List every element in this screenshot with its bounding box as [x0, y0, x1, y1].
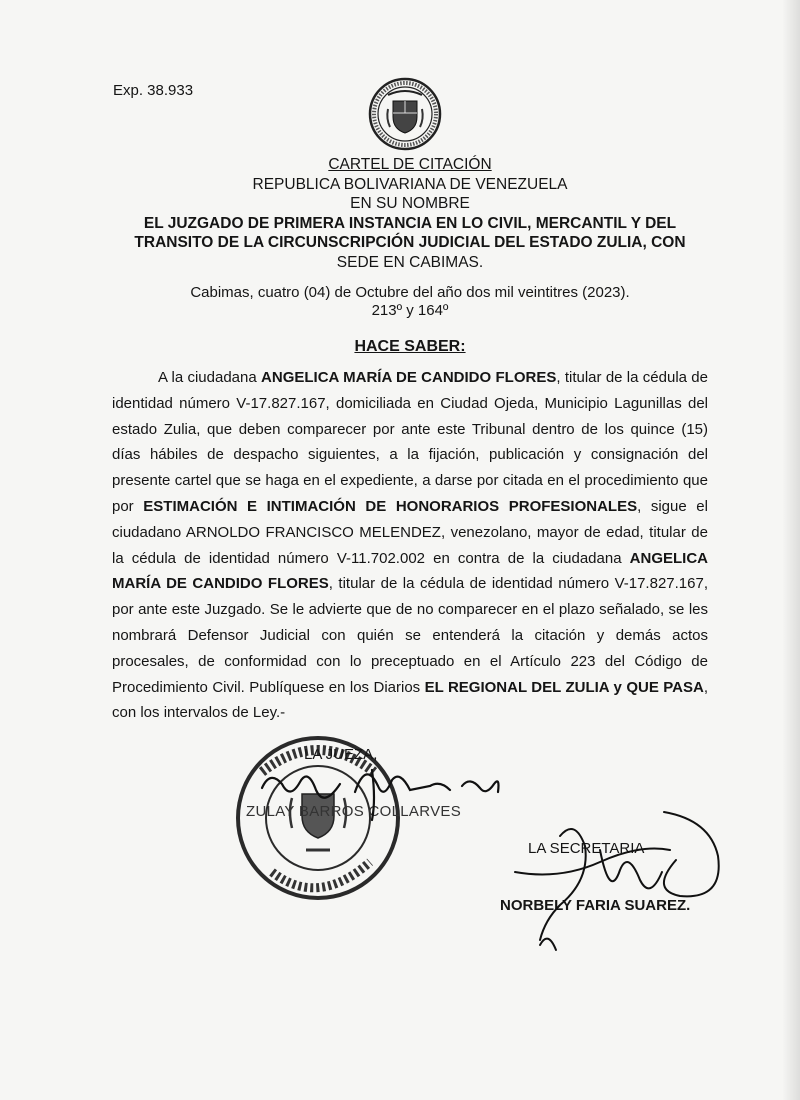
body-text-3: , sigue el ciudadano ARNOLDO FRANCISCO MELENDEZ, venezolano, mayor de edad, titular de la cédula de identidad número V-11.702.002 en contra de la ciudadana: [112, 497, 708, 567]
body-text-2: , titular de la cédula de identidad número V-17.827.167, domiciliada en Ciudad Ojeda, Municipio Lagunillas del estado Zulia, que deben comparecer por ante este Tribunal dentro de los quince (15) días hábiles de despacho siguientes, a la fijación, publicación y consignación del presente cartel que se haga en el expediente, a darse por citada en el procedimiento que por: [112, 369, 708, 515]
cartel-title: CARTEL DE CITACIÓN: [328, 156, 492, 173]
body-text-4: , titular de la cédula de identidad número V-17.827.167, por ante este Juzgado. Se le advierte que de no comparecer en el plazo señalado, se les nombrará Defensor Judicial con quién se entenderá la citación y demás actos procesales, de conformidad con lo preceptuado en el Artículo 223 del Código de Procedimiento Civil. Publíquese en los Diarios: [112, 575, 708, 696]
procedure-name: ESTIMACIÓN E INTIMACIÓN DE HONORARIOS PROFESIONALES: [143, 497, 638, 515]
hace-saber-heading: HACE SABER:: [354, 338, 466, 355]
document-title: [100, 155, 720, 272]
secretary-name: NORBELY FARIA SUAREZ.: [500, 897, 691, 914]
expediente-number: Exp. 38.933: [113, 82, 194, 99]
defendant-name-repeat: ANGELICA MARÍA DE CANDIDO FLORES: [112, 549, 708, 593]
court-line-2: TRANSITO DE LA CIRCUNSCRIPCIÓN JUDICIAL DEL ESTADO ZULIA, CON: [134, 234, 686, 251]
defendant-name: ANGELICA MARÍA DE CANDIDO FLORES: [261, 369, 557, 386]
judge-label: LA JUEZA,: [304, 746, 378, 763]
date-block: [100, 284, 720, 320]
date-line: Cabimas, cuatro (04) de Octubre del año dos mil veintitres (2023).: [190, 284, 630, 301]
body-text-1: A la ciudadana: [158, 369, 262, 386]
court-line-3: SEDE EN CABIMAS.: [336, 253, 484, 271]
year-line: 213º y 164º: [371, 302, 449, 319]
court-line-1: EL JUZGADO DE PRIMERA INSTANCIA EN LO CIVIL, MERCANTIL Y DEL: [143, 214, 677, 232]
body-text-6: , con los intervalos de Ley.-: [112, 678, 708, 722]
body-paragraph: [112, 365, 708, 726]
scan-edge-shadow: [782, 0, 800, 1100]
judge-name: ZULAY BARROS COLLARVES: [246, 803, 462, 820]
newspaper-2: QUE PASA: [626, 678, 704, 696]
newspaper-1: EL REGIONAL DEL ZULIA: [424, 678, 610, 696]
body-text-5: y: [609, 678, 627, 696]
secretary-label: LA SECRETARIA: [528, 840, 645, 857]
coat-of-arms-seal: [368, 77, 442, 151]
en-su-nombre: EN SU NOMBRE: [350, 195, 470, 212]
republic-line: REPUBLICA BOLIVARIANA DE VENEZUELA: [252, 175, 568, 193]
secretary-signature: [515, 812, 719, 950]
